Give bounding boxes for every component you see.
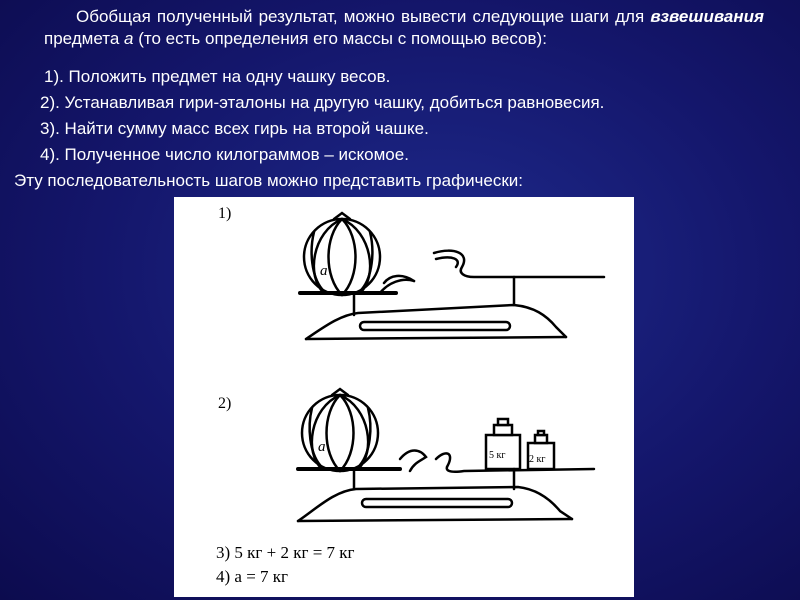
watermelon-icon-2 bbox=[302, 389, 378, 471]
object-letter-1: a bbox=[320, 263, 328, 279]
intro-text-3: (то есть определения его массы с помощью весов): bbox=[138, 29, 547, 48]
step-1: 1). Положить предмет на одну чашку весов. bbox=[44, 67, 391, 86]
weight-5kg-icon bbox=[486, 419, 520, 469]
object-letter-2: a bbox=[318, 439, 326, 455]
intro-italic: взвешивания bbox=[650, 7, 764, 26]
weight-2kg-label: 2 кг bbox=[529, 454, 546, 465]
intro-var: а bbox=[124, 29, 134, 48]
figure-label-1: 1) bbox=[218, 205, 232, 222]
equation-result: 4) a = 7 кг bbox=[216, 567, 289, 586]
step-4: 4). Полученное число килограммов – искомое. bbox=[40, 145, 409, 164]
weighing-figure bbox=[174, 197, 634, 597]
scales-illustration bbox=[174, 197, 634, 597]
intro-text-2: предмета bbox=[44, 29, 120, 48]
scale-2 bbox=[298, 389, 594, 521]
weight-5kg-label: 5 кг bbox=[489, 450, 506, 461]
step-3: 3). Найти сумму масс всех гирь на второй чашке. bbox=[40, 119, 429, 138]
summary-text: Эту последовательность шагов можно представить графически: bbox=[14, 171, 524, 190]
figure-label-2: 2) bbox=[218, 395, 232, 412]
equation-sum: 3) 5 кг + 2 кг = 7 кг bbox=[216, 543, 355, 562]
intro-text-1: Обобщая полученный результат, можно вывести следующие шаги для bbox=[76, 7, 645, 26]
step-2: 2). Устанавливая гири-эталоны на другую чашку, добиться равновесия. bbox=[40, 93, 605, 112]
watermelon-icon bbox=[304, 213, 380, 295]
scale-1 bbox=[300, 213, 604, 339]
intro-paragraph bbox=[44, 6, 764, 50]
